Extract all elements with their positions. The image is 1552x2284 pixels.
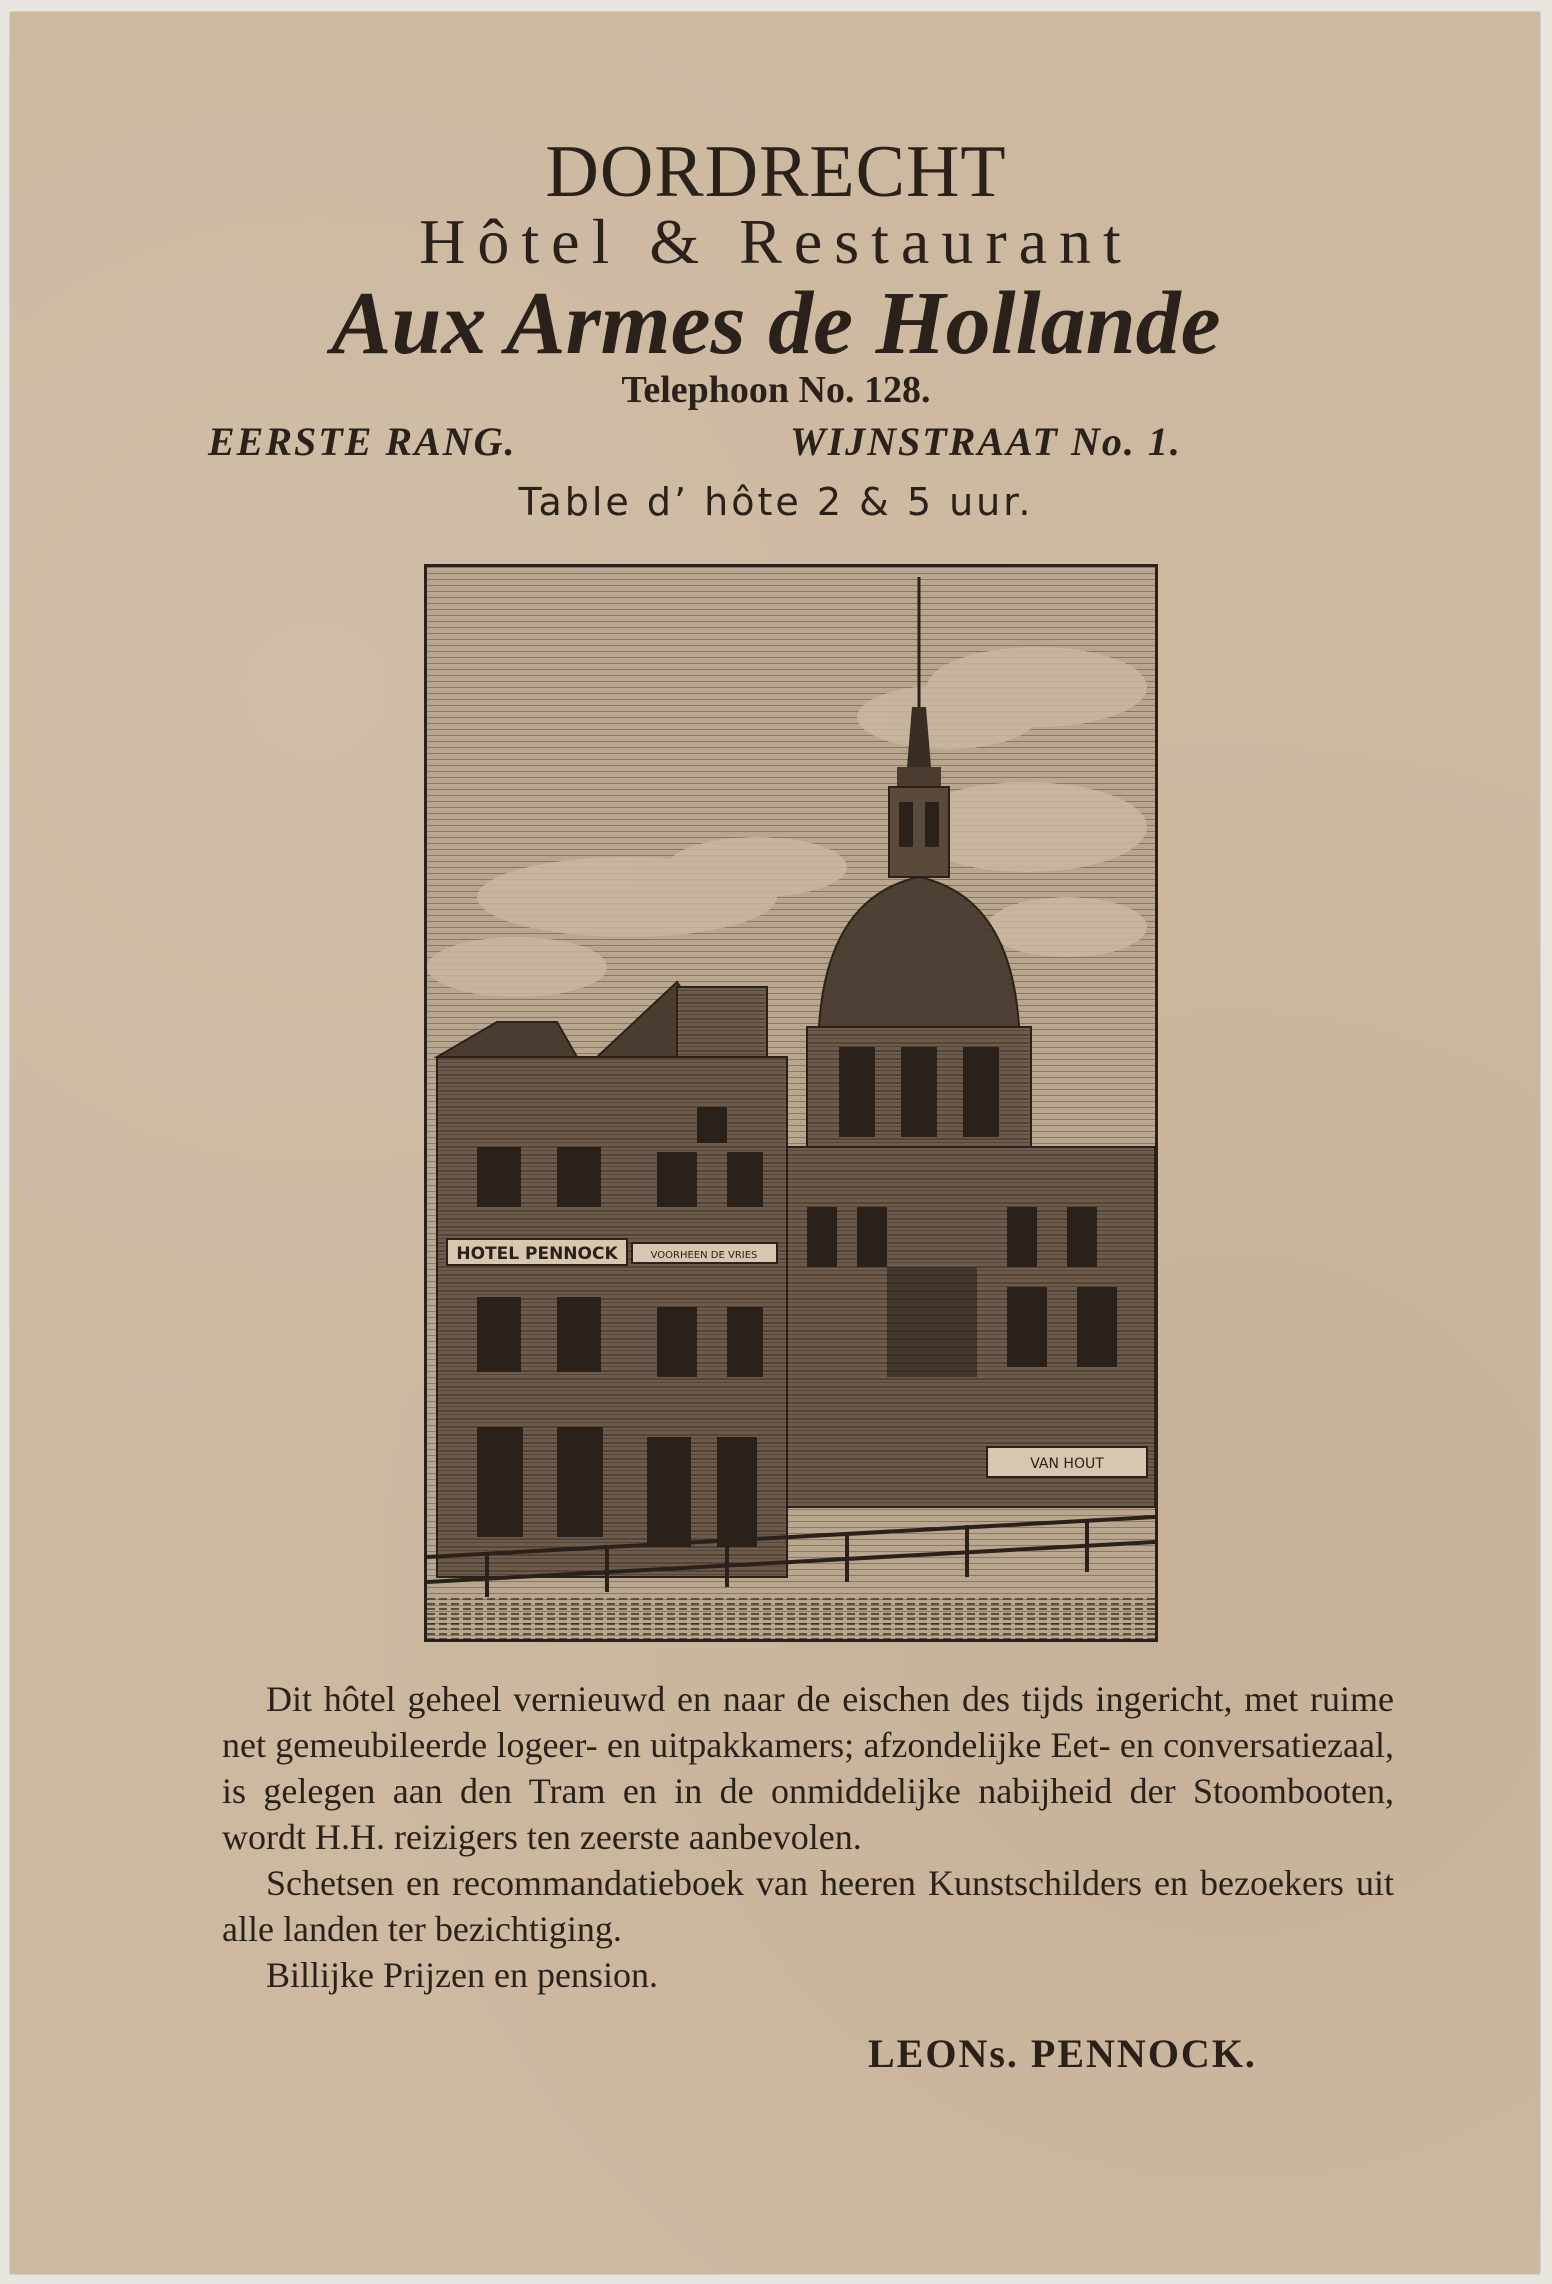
table-dhote-line: Table d’ hôte 2 & 5 uur.	[518, 480, 1034, 524]
canal-water	[427, 1597, 1155, 1639]
city-heading: DORDRECHT	[545, 131, 1007, 213]
address-label: WIJNSTRAAT No. 1.	[790, 419, 1182, 464]
description-paragraph-1: Dit hôtel geheel vernieuwd en naar de eischen des tijds ingericht, met ruime net gemeubileerde logeer- en uitpakkamers; afzondelijke Eet- en conversatiezaal, is gelegen aan den Tram en in de onmiddelijke nabijheid der Stoombooten, wordt H.H. reizigers ten zeerste aanbevolen.	[222, 1679, 1394, 1857]
telephone-line: Telephoon No. 128.	[621, 369, 931, 411]
description-text	[222, 1676, 1394, 1998]
hotel-restaurant-line: Hôtel & Restaurant	[419, 206, 1133, 277]
engraving-svg	[427, 567, 1155, 1639]
hotel-building	[437, 982, 787, 1577]
rank-label: EERSTE RANG.	[208, 419, 517, 464]
signature: LEONs. PENNOCK.	[868, 2031, 1257, 2076]
hotel-name: Aux Armes de Hollande	[331, 274, 1221, 373]
hotel-subsign: VOORHEEN DE VRIES	[650, 1250, 758, 1261]
shop-sign: VAN HOUT	[1030, 1456, 1104, 1472]
hotel-sign: HOTEL PENNOCK	[456, 1244, 618, 1264]
gate-building	[787, 1147, 1155, 1507]
description-paragraph-3: Billijke Prijzen en pension.	[266, 1955, 658, 1995]
hotel-engraving	[424, 564, 1158, 1642]
description-paragraph-2: Schetsen en recommandatieboek van heeren Kunstschilders en bezoekers uit alle landen ter bezichtiging.	[222, 1863, 1394, 1949]
